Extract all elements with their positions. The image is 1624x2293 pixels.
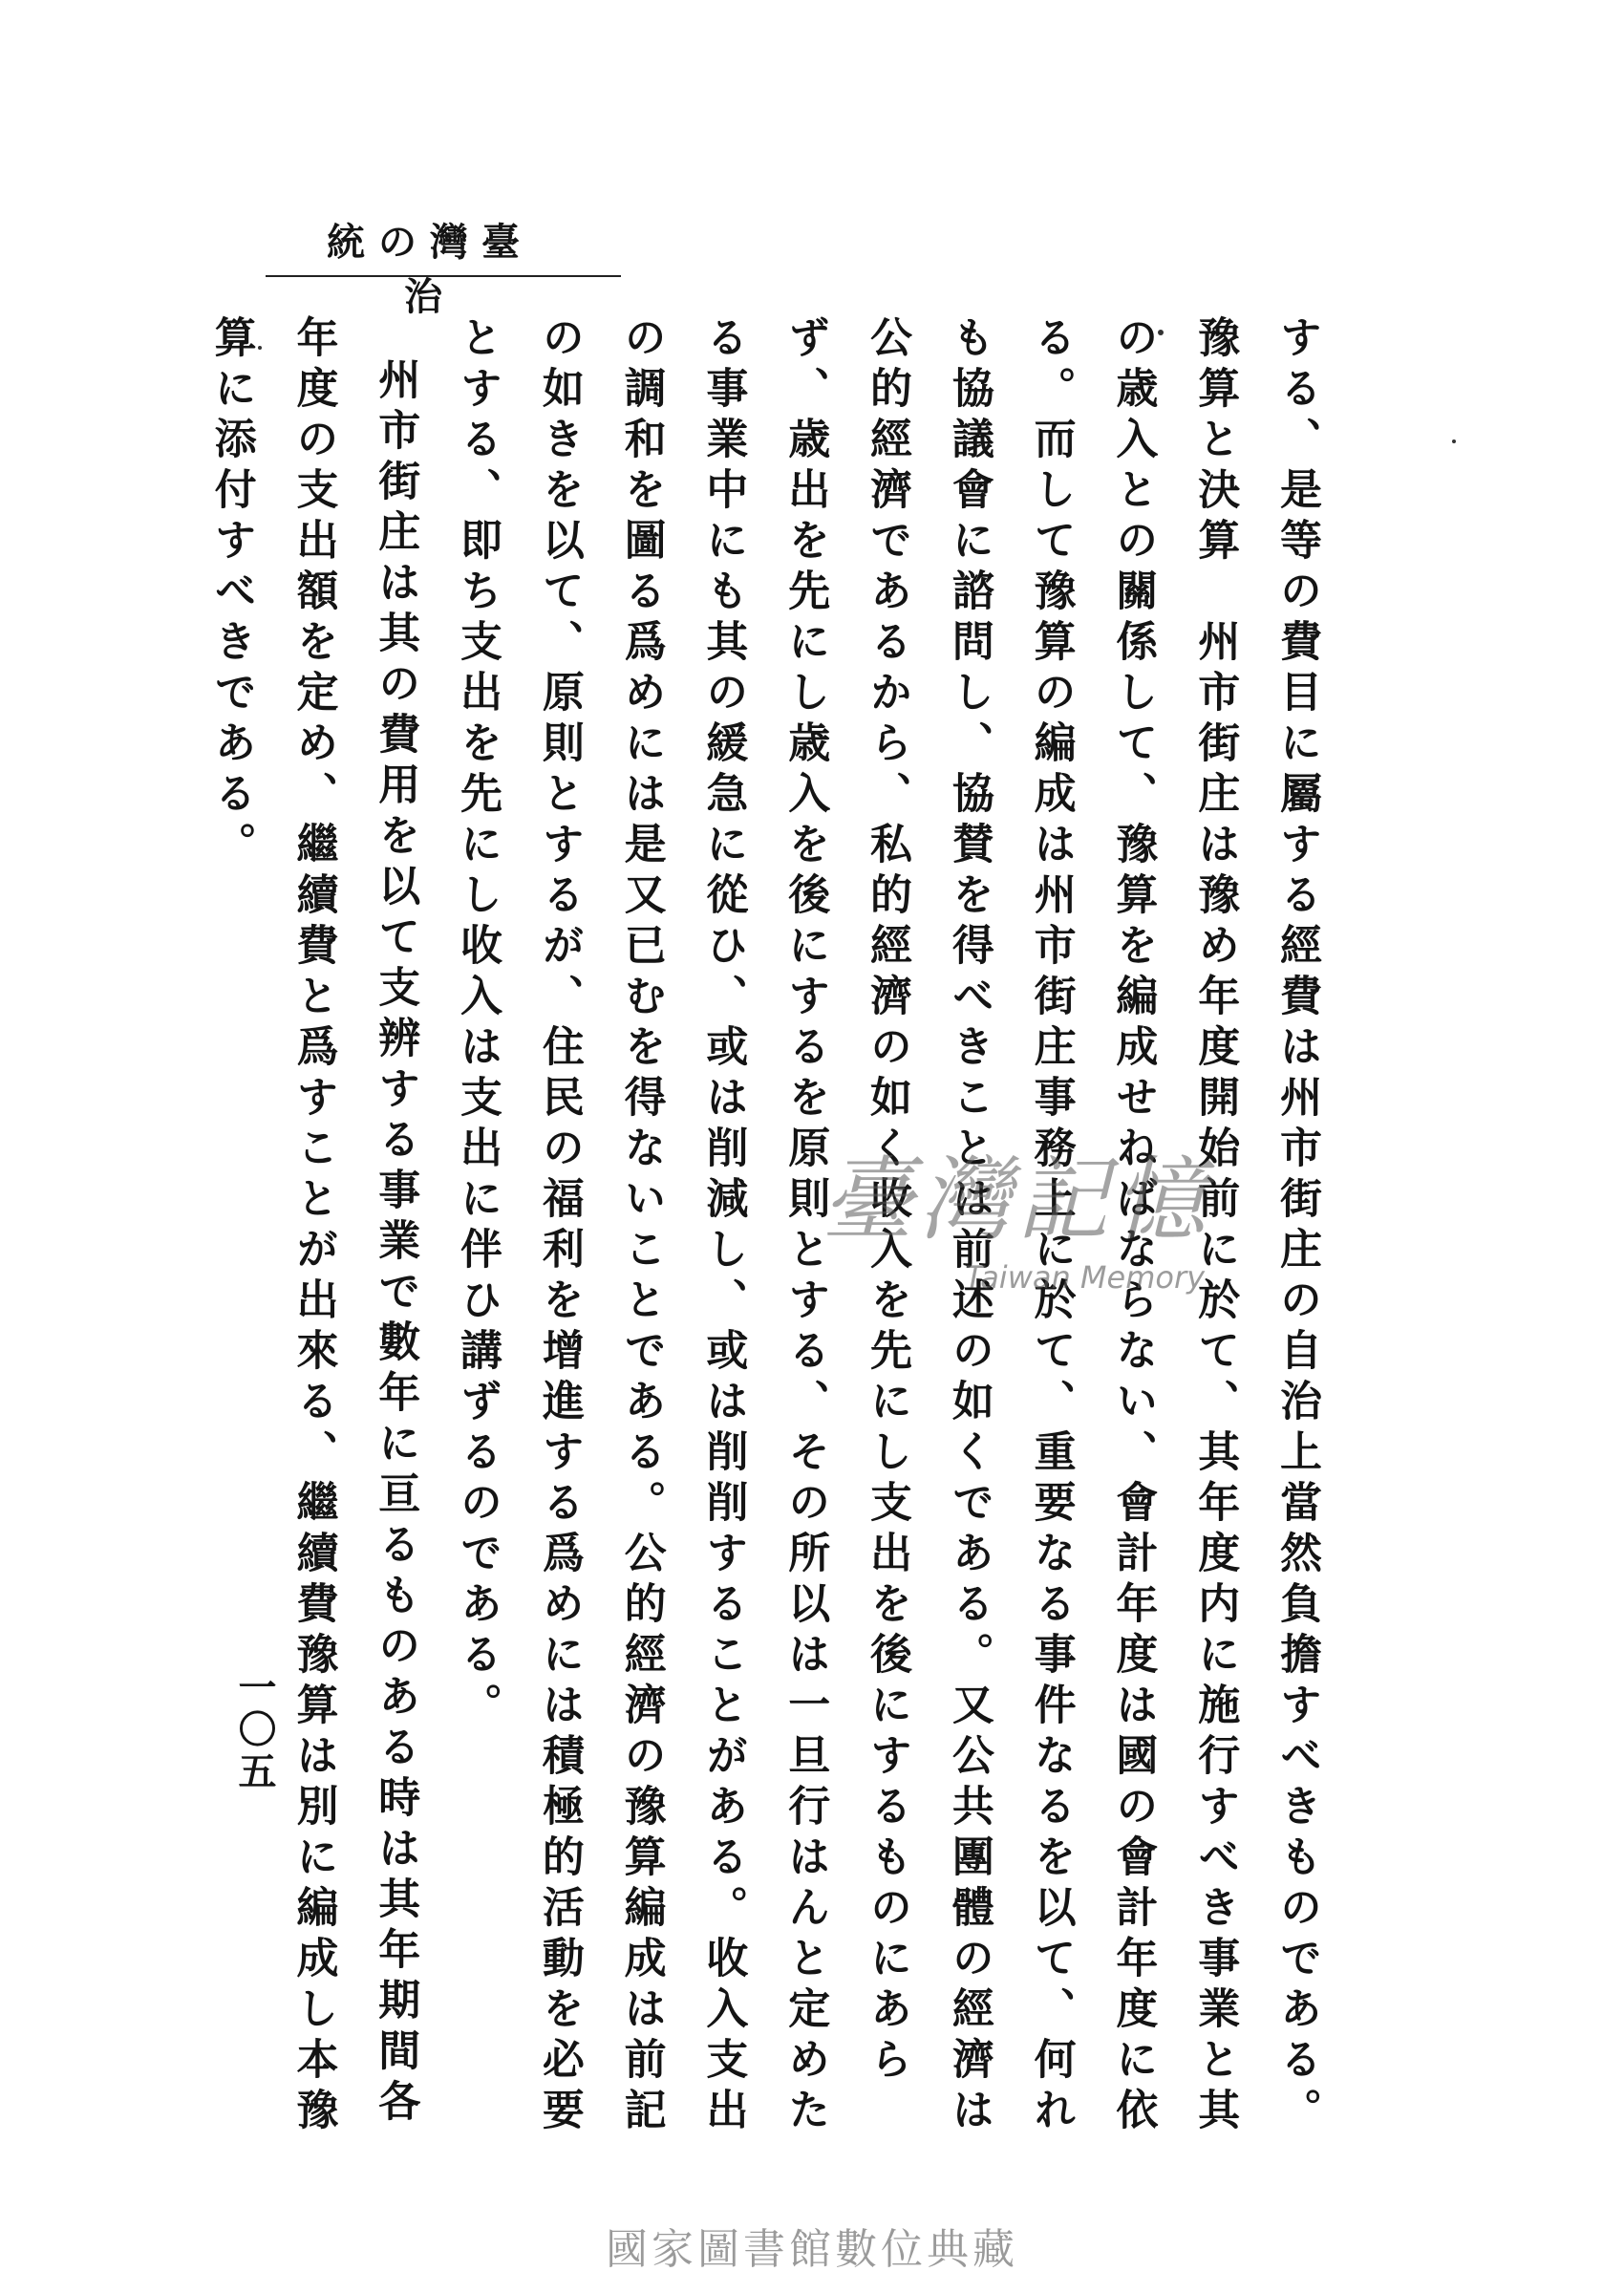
scan-speck [1158,330,1164,335]
scan-speck [1452,439,1456,443]
paragraph-3: 州市街庄は其の費用を以て支辨する事業で數年に亘るものある時は其年期間各年度の支出額を定め、繼續費と爲すことが出來る、繼續費豫算は別に編成し本豫算に添付すべきである。 [206,315,420,2138]
paragraph-1: する、是等の費目に屬する經費は州市街庄の自治上當然負擔すべきものである。 [1272,315,1321,2138]
paragraph-2: 豫算と決算 州市街庄は豫め年度開始前に於て、其年度内に施行すべき事業と其の歳入との關係して、豫算を編成せねばならない、會計年度は國の會計年度に依る。而して豫算の編成は州市街庄事務上に於て、重要なる事件なるを以て、何れも協議會に諮問し、協賛を得べきことは前述の如くである。又公共團體の經濟は公的經濟であるから、私的經濟の如く收入を先にし支出を後にするものにあらず、歳出を先にし歳入を後にするを原則とする、その所以は一旦行はんと定めたる事業中にも其の緩急に從ひ、或は削減し、或は削削することがある。收入支出の調和を圖る爲めには是又已むを得ないことである。公的經濟の豫算編成は前記の如きを以て、原則とするが、住民の福利を增進する爲めには積極的活動を必要とする、即ち支出を先にし收入は支出に伴ひ講ずるのである。 [453,315,1240,2138]
watermark-cjk-text: 臺灣記憶 [822,1146,1211,1254]
footer-credit: 國家圖書館數位典藏 [606,2225,1018,2274]
page-number: 一〇五 [232,1667,277,1793]
header-rule [266,275,621,277]
running-header-title: 臺灣の統治 [327,220,533,319]
watermark-english-text: Taiwan Memory [965,1259,1206,1296]
scan-speck [258,346,262,350]
